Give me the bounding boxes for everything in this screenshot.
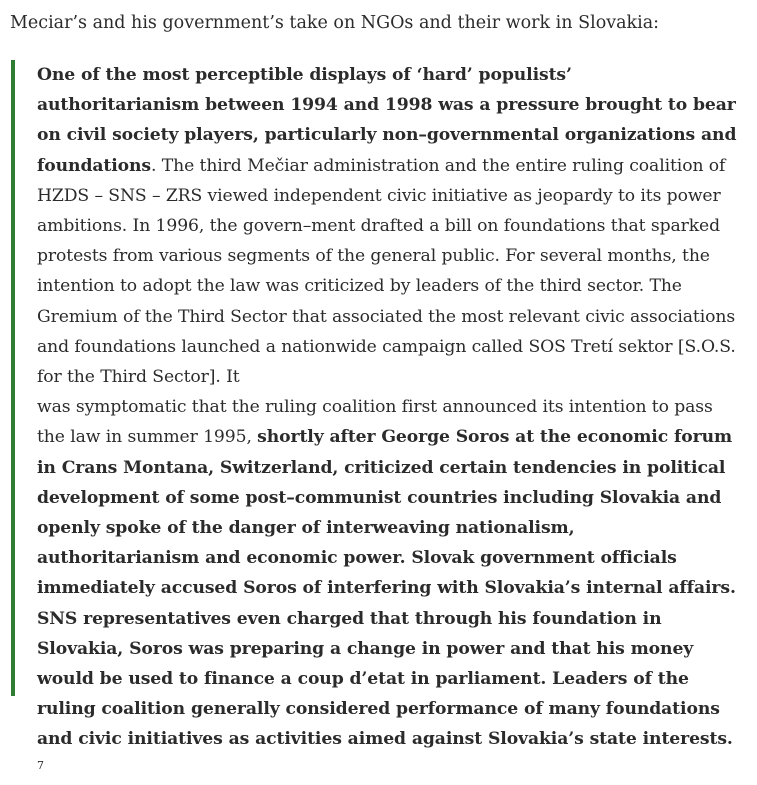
footnote-marker[interactable]: 7 <box>37 758 44 772</box>
intro-text: Meciar’s and his government’s take on NGOs and their work in Slovakia: <box>10 13 660 33</box>
quote-paragraph <box>37 60 739 785</box>
quote-bold-1: One of the most perceptible displays of ‘hard’ populists’ authoritarianism between 1994 and 1998 was a pressure brought to bear on civil society players, particularly non–governmental organizations and foundations <box>37 65 737 176</box>
quote-text-1: . The third Mečiar administration and the entire ruling coalition of HZDS – SNS – ZRS viewed independent civic initiative as jeopardy to its power ambitions. In 1996, the govern–ment drafted a bill on foundations that sparked protests from various segments of the general public. For several months, the intention to adopt the law was criticized by leaders of the third sector. The Gremium of the Third Sector that associated the most relevant civic associations and foundations launched a nationwide campaign called SOS Tretí sektor [S.O.S. for the Third Sector]. It <box>37 155 736 388</box>
blockquote <box>11 60 739 772</box>
quote-text-2: was symptomatic that the ruling coalition first announced its intention to pass the law in summer 1995, <box>37 397 713 448</box>
quote-bold-2: shortly after George Soros at the economic forum in Crans Montana, Switzerland, criticized certain tendencies in political development of some post–communist countries including Slovakia and openly spoke of the danger of interweaving nationalism, authoritarianism and economic power. Slovak government officials immediately accused Soros of interfering with Slovakia’s internal affairs. SNS representatives even charged that through his foundation in Slovakia, Soros was preparing a change in power and that his money would be used to finance a coup d’etat in parliament. Leaders of the ruling coalition generally considered performance of many foundations and civic initiatives as activities aimed against Slovakia’s state interests. <box>37 427 736 750</box>
